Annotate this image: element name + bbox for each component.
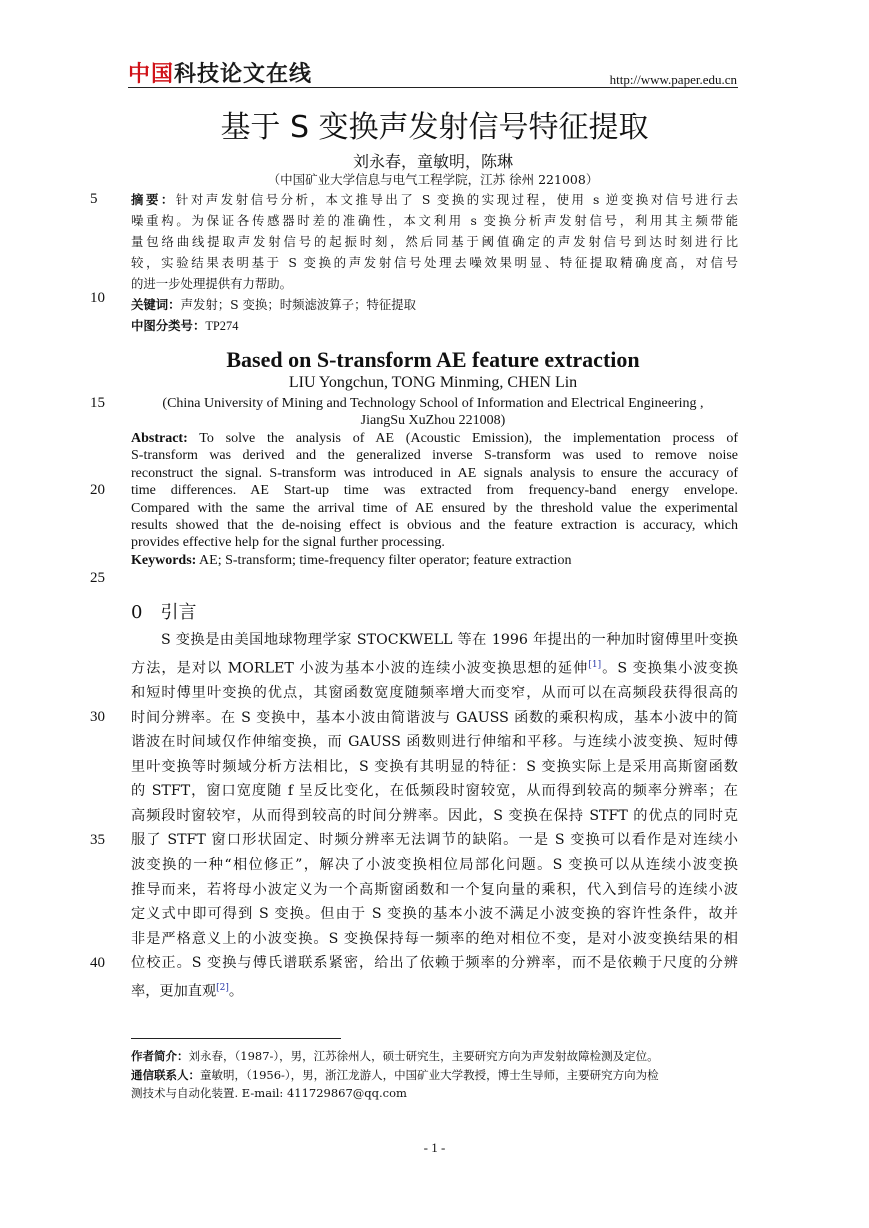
- abstract-en-line: results showed that the de-noising effect is obvious and the feature extraction is accuracy, which: [131, 518, 738, 534]
- abstract-cn-line: 的进一步处理提供有力帮助。: [131, 276, 293, 291]
- line-number: 30: [90, 709, 105, 725]
- citation-link[interactable]: [1]: [588, 659, 602, 670]
- body-line: 里叶变换等时频域分析方法相比，S 变换有其明显的特征：S 变换实际上是采用高斯窗函数: [131, 758, 738, 775]
- header-divider: [128, 87, 738, 88]
- section-number: 0: [131, 602, 143, 623]
- body-line: 非是严格意义上的小波变换。S 变换保持每一频率的绝对相位不变，是对小波变换结果的相: [131, 930, 738, 947]
- abstract-cn-line: 摘要：针对声发射信号分析，本文推导出了 S 变换的实现过程，使用 s 逆变换对信号进行去: [131, 192, 739, 207]
- clc-number: 中图分类号：TP274: [131, 318, 239, 333]
- section-title: 引言: [160, 602, 197, 623]
- contact-footnote-label: 通信联系人：: [131, 1067, 200, 1082]
- author-footnote: 作者简介：刘永春，（1987-），男，江苏徐州人，硕士研究生，主要研究方向为声发射故障检测及定位。: [131, 1049, 659, 1063]
- line-number: 20: [90, 482, 105, 498]
- body-line: 时间分辨率。在 S 变换中，基本小波由简谐波与 GAUSS 函数的乘积构成，基本小波中的简: [131, 709, 738, 726]
- site-logo: [128, 63, 312, 87]
- keywords-cn-label: 关键词：: [131, 297, 181, 312]
- section-heading: [131, 598, 196, 624]
- body-line: 定义式中即可得到 S 变换。但由于 S 变换的基本小波不满足小波变换的容许性条件，故并: [131, 906, 738, 923]
- body-line: 的 STFT，窗口宽度随 f 呈反比变化，在低频段时窗较宽，从而得到较高的频率分辨率；在: [131, 783, 738, 800]
- line-number: 10: [90, 290, 105, 306]
- paper-title-en: Based on S-transform AE feature extraction: [226, 347, 640, 372]
- footnote-divider: [131, 1038, 341, 1039]
- body-line: 高频段时窗较窄，从而得到较高的时间分辨率。因此，S 变换在保持 STFT 的优点的同时克: [131, 807, 738, 824]
- abstract-en: [131, 430, 738, 569]
- intro-paragraph: [131, 628, 738, 1004]
- abstract-en-line: Abstract: To solve the analysis of AE (Acoustic Emission), the implementation process of: [131, 431, 738, 446]
- contact-footnote: 通信联系人：童敏明，（1956-），男，浙江龙游人，中国矿业大学教授，博士生导师，主要研究方向为检: [131, 1067, 659, 1082]
- logo-dark-text: 科技论文在线: [174, 62, 313, 87]
- line-number: 35: [90, 832, 105, 848]
- body-line: 波变换的一种“相位修正”，解决了小波变换相位局部化问题。S 变换可以从连续小波变换: [131, 857, 738, 874]
- clc-label: 中图分类号：: [131, 318, 206, 333]
- author-footnote-label: 作者简介：: [131, 1049, 189, 1063]
- abstract-cn-line: 量包络曲线提取声发射信号的起振时刻，然后同基于阈值确定的声发射信号到达时刻进行比: [131, 234, 738, 249]
- logo-red-text: 中国: [128, 62, 175, 87]
- affiliation-cn: （中国矿业大学信息与电气工程学院，江苏 徐州 221008）: [267, 172, 599, 187]
- line-number: 15: [90, 395, 105, 411]
- abstract-cn-label: 摘要：: [131, 192, 176, 207]
- abstract-en-line: time differences. AE Start-up time was extracted from frequency-band energy envelope.: [131, 483, 738, 499]
- keywords-en-label: Keywords:: [131, 552, 197, 568]
- abstract-cn-line: 较，实验结果表明基于 S 变换的声发射信号处理去噪效果明显、特征提取精确度高，对信号: [131, 255, 738, 270]
- body-line: 服了 STFT 窗口形状固定、时频分辨率无法调节的缺陷。一是 S 变换可以看作是对连续小: [131, 832, 738, 849]
- affiliation-en: (China University of Mining and Technology School of Information and Electrical Engineering , JiangSu XuZhou 221008): [162, 396, 704, 428]
- citation-link[interactable]: [2]: [216, 983, 229, 994]
- line-number: 40: [90, 955, 105, 971]
- abstract-en-line: provides effective help for the signal further processing.: [131, 535, 445, 551]
- header-url[interactable]: http://www.paper.edu.cn: [609, 72, 737, 87]
- paper-title-cn: 基于 S 变换声发射信号特征提取: [220, 110, 649, 145]
- contact-footnote-cont: 测技术与自动化装置. E-mail: 411729867@qq.com: [131, 1086, 407, 1100]
- line-number: 25: [90, 570, 105, 586]
- page-number: - 1 -: [423, 1140, 446, 1155]
- keywords-cn: 关键词：声发射；S 变换；时频滤波算子；特征提取: [131, 297, 417, 312]
- abstract-en-line: Compared with the same the arrival time of AE ensured by the threshold value the experimental: [131, 500, 738, 516]
- body-line: 和短时傅里叶变换的优点，其窗函数宽度随频率增大而变窄，从而可以在高频段获得很高的: [131, 684, 738, 701]
- authors-cn: 刘永春，童敏明，陈琳: [352, 152, 513, 171]
- abstract-cn: [131, 189, 738, 337]
- line-number: 5: [90, 191, 98, 207]
- abstract-cn-line: 噪重构。为保证各传感器时差的准确性，本文利用 s 变换分析声发射信号，利用其主频带能: [131, 213, 738, 228]
- body-line: 位校正。S 变换与傅氏谱联系紧密，给出了依赖于频率的分辨率，而不是依赖于尺度的分辨: [131, 955, 738, 972]
- footnotes: [131, 1047, 738, 1103]
- authors-en: LIU Yongchun, TONG Minming, CHEN Lin: [288, 374, 578, 391]
- body-line: S 变换是由美国地球物理学家 STOCKWELL 等在 1996 年提出的一种加时窗傅里叶变换: [161, 632, 738, 648]
- keywords-en: Keywords: AE; S-transform; time-frequency filter operator; feature extraction: [131, 552, 572, 568]
- body-line: 推导而来，若将母小波定义为一个高斯窗函数和一个复向量的乘积，代入到信号的连续小波: [131, 881, 738, 898]
- body-line: 方法，是对以 MORLET 小波为基本小波的连续小波变换思想的延伸[1]。S 变换集小波变换: [131, 659, 739, 677]
- abstract-en-line: S-transform was derived and the generalized inverse S-transform was used to remove noise: [131, 448, 738, 464]
- abstract-en-label: Abstract:: [131, 431, 188, 446]
- abstract-en-line: reconstruct the signal. S-transform was introduced in AE signals analysis to ensure the accuracy of: [131, 465, 738, 481]
- body-line: 谐波在时间域仅作伸缩变换，而 GAUSS 函数则进行伸缩和平移。与连续小波变换、短时傅: [131, 734, 738, 751]
- body-line: 率，更加直观[2]。: [131, 983, 244, 1000]
